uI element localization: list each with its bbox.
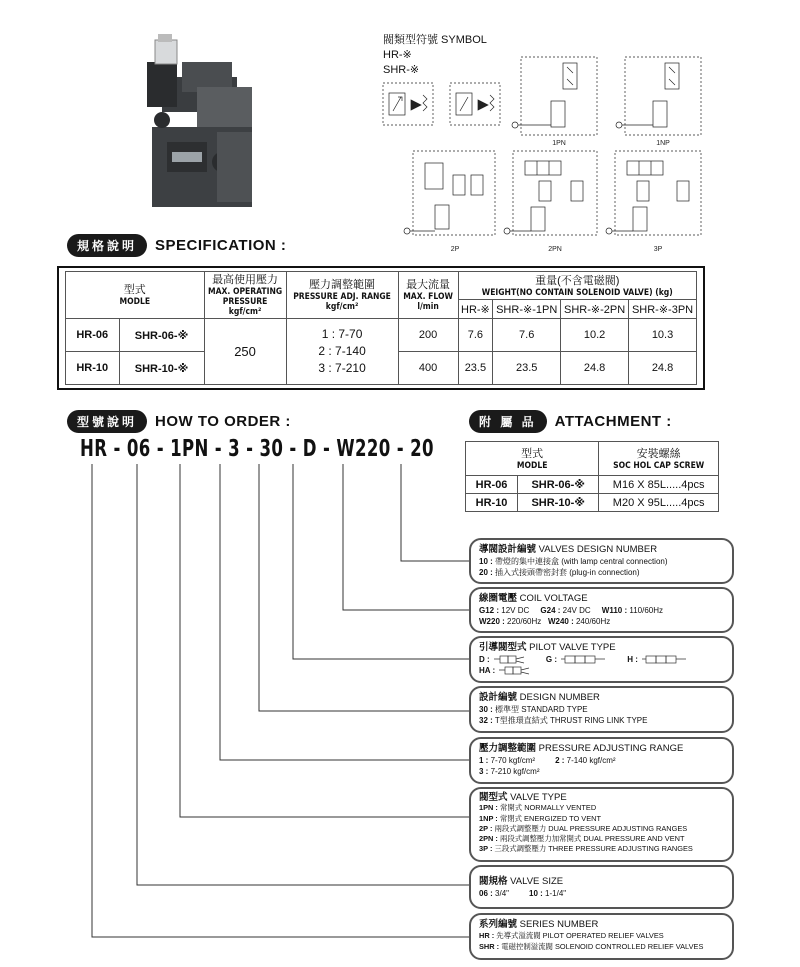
item-value: 110/60Hz xyxy=(629,605,664,615)
symbol-1pn xyxy=(512,57,597,135)
box-title-en: VALVES DESIGN NUMBER xyxy=(538,544,658,555)
spec-col-model-en: MODLE xyxy=(119,297,151,307)
item-key: 3 : xyxy=(479,767,489,776)
box-pilot-valve-type xyxy=(469,636,734,683)
item-value: 電磁控制溢流閥 SOLENOID CONTROLLED RELIEF VALVES xyxy=(501,942,704,951)
item-value: 常開式 NORMALLY VENTED xyxy=(499,803,597,813)
item-value: 24V DC xyxy=(562,605,591,615)
item-value: 兩段式調整壓力加常開式 DUAL PRESSURE AND VENT xyxy=(499,834,685,844)
item-value: 7-70 kgf/cm² xyxy=(490,755,536,765)
spec-weight-col-2: SHR-※-1PN xyxy=(493,300,561,319)
symbol-shr: SHR-※ xyxy=(383,64,420,76)
valve-symbols-diagram xyxy=(375,55,715,260)
spec-weight: 24.8 xyxy=(561,352,629,385)
spec-model-2: SHR-06-※ xyxy=(119,319,204,352)
spec-weight: 23.5 xyxy=(458,352,493,385)
spec-pressure: 250 xyxy=(204,319,286,385)
item-value: 220/60Hz xyxy=(507,617,542,626)
spec-model-2: SHR-10-※ xyxy=(119,352,204,385)
item-key: 2PN : xyxy=(479,834,498,844)
box-title-en: PRESSURE ADJUSTING RANGE xyxy=(538,743,684,754)
symbol-label-1np: 1NP xyxy=(656,140,670,147)
item-key: 1PN : xyxy=(479,803,498,813)
box-valves-design-number xyxy=(469,538,734,584)
box-title-en: DESIGN NUMBER xyxy=(519,692,600,703)
item-key: H : xyxy=(627,654,638,664)
att-col-model-en: MODLE xyxy=(516,460,548,471)
att-model-2: SHR-10-※ xyxy=(518,494,599,512)
item-key: 1 : xyxy=(479,755,489,765)
item-value: 先導式溢流閥 PILOT OPERATED RELIEF VALVES xyxy=(496,931,664,940)
spec-col-adj-en1: PRESSURE ADJ. RANGE xyxy=(293,292,391,302)
table-row xyxy=(466,476,719,494)
spec-range-2: 2 : 7-140 xyxy=(318,344,366,358)
spec-col-flow-zh: 最大流量 xyxy=(406,279,451,291)
att-col-model-zh: 型式 xyxy=(521,447,544,460)
spec-weight: 7.6 xyxy=(493,319,561,352)
item-key: 32 : xyxy=(479,716,493,725)
spec-range-1: 1 : 7-70 xyxy=(321,327,363,341)
spec-heading xyxy=(67,234,286,257)
spec-col-flow-en1: MAX. FLOW xyxy=(403,292,453,302)
item-value: 插入式接頭帶密封套 (plug-in connection) xyxy=(495,568,640,577)
spec-col-pressure-en1: MAX. OPERATING xyxy=(207,287,283,297)
box-title-zh: 引導閥型式 xyxy=(479,642,527,653)
item-key: G12 : xyxy=(479,605,500,615)
item-key: G24 : xyxy=(540,605,561,615)
order-badge: 型號說明 xyxy=(67,410,147,433)
box-title-en: SERIES NUMBER xyxy=(519,919,599,930)
box-title-zh: 系列編號 xyxy=(479,919,518,930)
spec-model-1: HR-06 xyxy=(66,319,120,352)
symbol-2p xyxy=(404,151,495,235)
item-key: SHR : xyxy=(479,942,500,951)
spec-col-pressure-zh: 最高使用壓力 xyxy=(212,274,279,286)
box-title-zh: 設計編號 xyxy=(479,692,518,703)
order-title: HOW TO ORDER : xyxy=(155,413,291,430)
item-value: T型推環直結式 THRUST RING LINK TYPE xyxy=(494,716,648,725)
item-value: 1-1/4" xyxy=(545,888,567,898)
item-key: G : xyxy=(545,654,558,664)
symbol-label-2p: 2P xyxy=(450,246,460,253)
symbol-label-2pn: 2PN xyxy=(548,246,562,253)
box-title-en: PILOT VALVE TYPE xyxy=(529,642,616,653)
item-key: 2P : xyxy=(479,823,493,833)
spec-col-adj-zh: 壓力調整範圍 xyxy=(309,279,376,291)
symbol-title: 閥類型符號 SYMBOL xyxy=(383,34,487,46)
box-title-zh: 閥規格 xyxy=(479,876,508,887)
spec-flow: 200 xyxy=(398,319,458,352)
item-value: 常閉式 ENERGIZED TO VENT xyxy=(499,813,601,823)
attachment-badge: 附 屬 品 xyxy=(469,410,547,433)
symbol-3p xyxy=(606,151,701,235)
symbol-label-3p: 3P xyxy=(653,246,663,253)
box-coil-voltage xyxy=(469,587,734,633)
spec-col-weight-en: WEIGHT(NO CONTAIN SOLENOID VALVE) (kg) xyxy=(481,287,673,298)
item-key: 3P : xyxy=(479,844,493,854)
item-key: 10 : xyxy=(479,556,493,566)
spec-title: SPECIFICATION : xyxy=(155,237,287,254)
spec-weight-col-1: HR-※ xyxy=(458,300,493,319)
item-key: 06 : xyxy=(479,888,493,898)
pilot-ha-symbol xyxy=(497,666,531,675)
box-valve-size xyxy=(469,865,734,909)
pilot-h-symbol xyxy=(640,655,688,664)
att-model-1: HR-10 xyxy=(466,494,518,512)
order-heading xyxy=(67,410,291,433)
spec-col-pressure-en2: PRESSURE kgf/cm² xyxy=(222,297,268,317)
order-code: HR - 06 - 1PN - 3 - 30 - D - W220 - 20 xyxy=(80,436,434,462)
box-title-zh: 導閥設計編號 xyxy=(479,544,537,555)
item-key: 30 : xyxy=(479,704,493,714)
item-key: 1NP : xyxy=(479,813,498,823)
spec-range-3: 3 : 7-210 xyxy=(318,361,366,375)
spec-weight-col-3: SHR-※-2PN xyxy=(561,300,629,319)
attachment-heading xyxy=(469,410,672,433)
spec-weight: 24.8 xyxy=(629,352,697,385)
item-key: HA : xyxy=(479,666,496,675)
spec-col-flow-en2: l/min xyxy=(417,302,439,312)
item-key: W110 : xyxy=(601,605,628,615)
spec-weight: 7.6 xyxy=(458,319,493,352)
table-row xyxy=(66,319,697,352)
box-title-zh: 壓力調整範圍 xyxy=(479,743,537,754)
attachment-title: ATTACHMENT : xyxy=(554,413,672,430)
spec-weight: 23.5 xyxy=(493,352,561,385)
spec-weight-col-4: SHR-※-3PN xyxy=(629,300,697,319)
box-valve-type xyxy=(469,787,734,862)
spec-model-1: HR-10 xyxy=(66,352,120,385)
item-value: 標準型 STANDARD TYPE xyxy=(495,704,588,714)
table-row xyxy=(466,494,719,512)
symbol-hr: HR-※ xyxy=(383,49,412,61)
spec-col-weight-zh: 重量(不含電磁閥) xyxy=(535,274,620,287)
item-value: 7-210 kgf/cm² xyxy=(490,767,540,776)
symbol-shr-basic xyxy=(450,83,500,125)
box-title-en: VALVE TYPE xyxy=(510,792,567,803)
symbol-hr-basic xyxy=(383,83,433,125)
item-value: 兩段式調整壓力 DUAL PRESSURE ADJUSTING RANGES xyxy=(494,823,688,833)
symbol-label-1pn: 1PN xyxy=(552,140,566,147)
pilot-g-symbol xyxy=(559,655,607,664)
box-pressure-adjusting-range xyxy=(469,737,734,784)
spec-flow: 400 xyxy=(398,352,458,385)
spec-col-adj-en2: kgf/cm² xyxy=(325,302,359,312)
item-value: 12V DC xyxy=(501,605,530,615)
item-value: 三段式調整壓力 THREE PRESSURE ADJUSTING RANGES xyxy=(494,844,693,854)
att-model-2: SHR-06-※ xyxy=(518,476,599,494)
product-photo xyxy=(122,32,262,210)
item-value: 帶燈的集中連接盒 (with lamp central connection) xyxy=(495,556,668,566)
attachment-table xyxy=(465,441,719,512)
item-key: 20 : xyxy=(479,568,493,577)
item-key: W240 : xyxy=(547,617,574,626)
spec-table xyxy=(65,271,697,385)
att-model-1: HR-06 xyxy=(466,476,518,494)
item-key: D : xyxy=(479,654,490,664)
spec-col-model-zh: 型式 xyxy=(123,284,146,296)
box-series-number xyxy=(469,913,734,960)
pilot-d-symbol xyxy=(492,655,526,664)
item-value: 7-140 kgf/cm² xyxy=(566,755,616,765)
spec-badge: 規格說明 xyxy=(67,234,147,257)
att-screw: M16 X 85L.....4pcs xyxy=(599,476,719,494)
box-title-zh: 閥型式 xyxy=(479,792,508,803)
item-key: W220 : xyxy=(479,617,505,626)
box-title-en: VALVE SIZE xyxy=(510,876,564,887)
att-col-screw-en: SOC HOL CAP SCREW xyxy=(613,460,705,471)
item-value: 240/60Hz xyxy=(575,617,611,626)
symbol-1np xyxy=(616,57,701,135)
box-title-en: COIL VOLTAGE xyxy=(519,593,588,604)
item-key: 10 : xyxy=(529,888,543,898)
spec-table-frame xyxy=(57,266,705,390)
symbol-2pn xyxy=(504,151,597,235)
spec-weight: 10.3 xyxy=(629,319,697,352)
att-screw: M20 X 95L.....4pcs xyxy=(599,494,719,512)
box-title-zh: 線圈電壓 xyxy=(479,593,518,604)
item-value: 3/4" xyxy=(495,888,509,898)
box-design-number xyxy=(469,686,734,733)
spec-weight: 10.2 xyxy=(561,319,629,352)
att-col-screw-zh: 安裝螺絲 xyxy=(636,447,681,460)
item-key: 2 : xyxy=(555,755,565,765)
item-key: HR : xyxy=(479,931,495,940)
